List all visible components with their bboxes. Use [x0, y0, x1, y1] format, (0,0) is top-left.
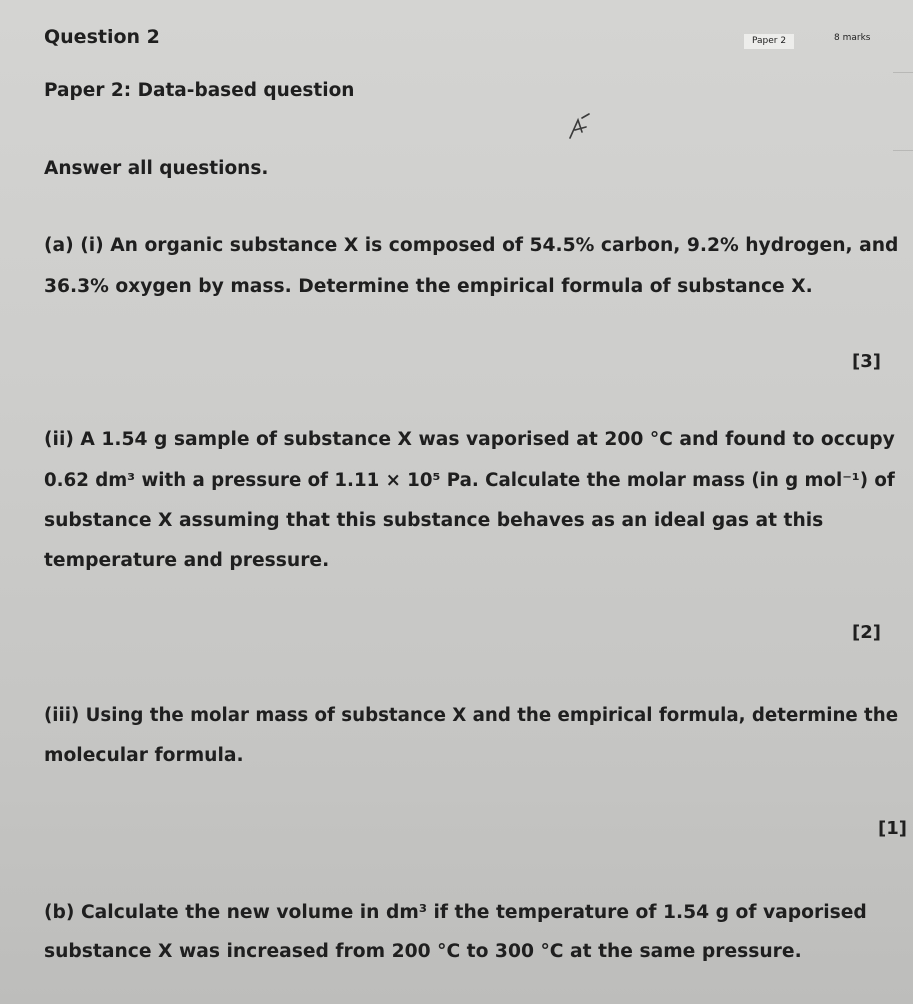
marks-a-iii: [1]	[878, 818, 907, 839]
marks-a-i: [3]	[852, 351, 881, 372]
paper-subtitle: Paper 2: Data-based question	[44, 80, 355, 101]
question-a-iii-line-2: molecular formula.	[44, 745, 244, 766]
question-a-ii-line-1: (ii) A 1.54 g sample of substance X was vaporised at 200 °C and found to occupy	[44, 429, 895, 450]
question-title: Question 2	[44, 26, 160, 48]
marks-tag: 8 marks	[834, 33, 871, 43]
paper-tag: Paper 2	[744, 34, 794, 49]
right-edge-rule	[893, 72, 913, 73]
question-b-line-1: (b) Calculate the new volume in dm³ if the temperature of 1.54 g of vaporised	[44, 902, 867, 923]
right-edge-rule	[893, 150, 913, 151]
question-a-ii-line-4: temperature and pressure.	[44, 550, 330, 571]
question-a-ii-line-3: substance X assuming that this substance behaves as an ideal gas at this	[44, 510, 824, 531]
question-a-i-line-1: (a) (i) An organic substance X is composed of 54.5% carbon, 9.2% hydrogen, and	[44, 235, 899, 256]
instruction-text: Answer all questions.	[44, 158, 269, 179]
marks-a-ii: [2]	[852, 622, 881, 643]
question-a-iii-line-1: (iii) Using the molar mass of substance X and the empirical formula, determine the	[44, 705, 899, 726]
question-a-i-line-2: 36.3% oxygen by mass. Determine the empirical formula of substance X.	[44, 276, 813, 297]
question-a-ii-line-2: 0.62 dm³ with a pressure of 1.11 × 10⁵ Pa. Calculate the molar mass (in g mol⁻¹) of	[44, 470, 895, 491]
question-b-line-2: substance X was increased from 200 °C to 300 °C at the same pressure.	[44, 941, 802, 962]
handwritten-tick-mark	[566, 112, 594, 142]
